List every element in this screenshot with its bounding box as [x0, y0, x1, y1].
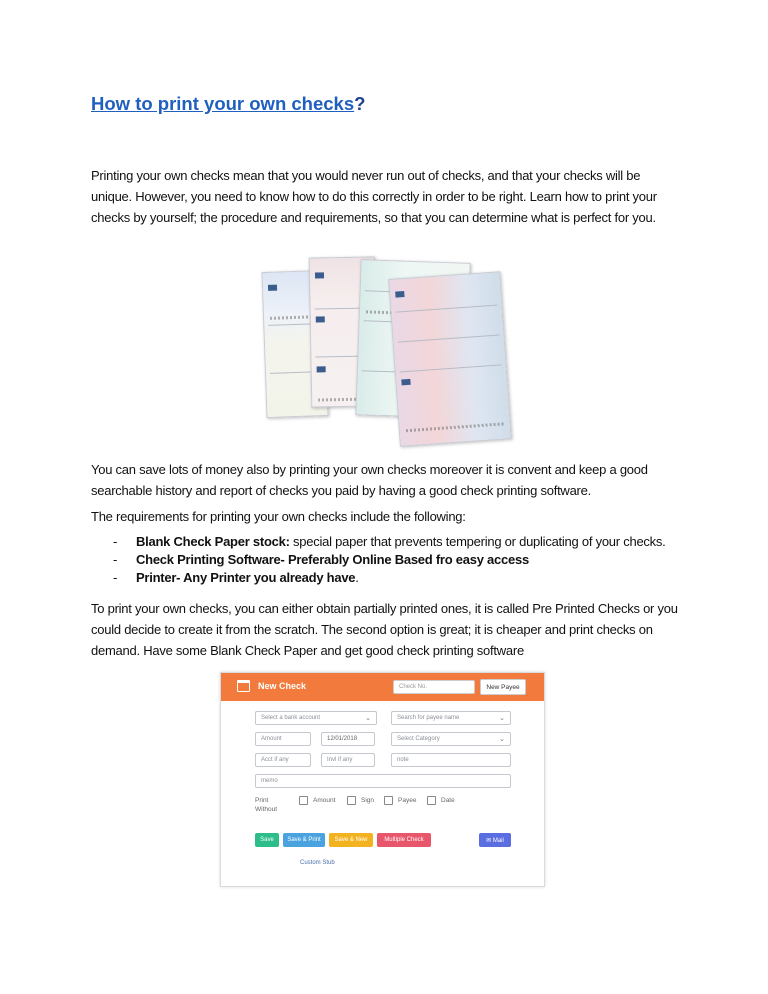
without-label: Without: [255, 806, 278, 813]
print-label: Print: [255, 797, 269, 804]
save-button[interactable]: Save: [255, 833, 279, 847]
acct-field[interactable]: Acct if any: [255, 753, 311, 767]
invoice-field[interactable]: Invl if any: [321, 753, 375, 767]
sign-option-label: Sign: [361, 797, 375, 804]
bank-account-select[interactable]: Select a bank account ⌄: [255, 711, 377, 725]
note-field[interactable]: note: [391, 753, 511, 767]
app-title: New Check: [258, 681, 307, 691]
check-software-screenshot: [220, 672, 545, 887]
savings-paragraph: You can save lots of money also by printing your own checks moreover it is convent and keep a good searchable history and report of checks you paid by having a good check printing software.: [91, 462, 648, 498]
new-payee-button[interactable]: New Payee: [480, 679, 526, 695]
chevron-down-icon: ⌄: [499, 736, 505, 743]
intro-paragraph: Printing your own checks mean that you would never run out of checks, and that your checks will be unique. However, you need to know how to do this correctly in order to be right. Learn how to print your checks by yourself; the procedure and requirements, so that you can determine what is perfect for you.: [91, 168, 657, 225]
payee-option-label: Payee: [398, 797, 417, 804]
list-item: - Blank Check Paper stock: special paper that prevents tempering or duplicating of your checks.: [113, 534, 666, 549]
blank-checks-image: [262, 253, 506, 443]
date-checkbox[interactable]: [427, 796, 436, 805]
chevron-down-icon: ⌄: [499, 715, 505, 722]
list-item: - Printer- Any Printer you already have.: [113, 570, 359, 585]
payee-search-select[interactable]: Search for payee name ⌄: [391, 711, 511, 725]
amount-field[interactable]: Amount: [255, 732, 311, 746]
custom-stub-link[interactable]: Custom Stub: [300, 860, 335, 866]
title-link[interactable]: How to print your own checks: [91, 93, 355, 114]
date-field[interactable]: 12/01/2018: [321, 732, 375, 746]
check-sheet: [388, 271, 511, 446]
mail-button[interactable]: ✉ Mail: [479, 833, 511, 847]
chevron-down-icon: ⌄: [365, 715, 371, 722]
mail-icon: ✉: [486, 837, 492, 844]
date-option-label: Date: [441, 797, 455, 804]
memo-field[interactable]: memo: [255, 774, 511, 788]
title-suffix: ?: [354, 93, 366, 114]
closing-paragraph: To print your own checks, you can either obtain partially printed ones, it is called Pre Printed Checks or you could decide to create it from the scratch. The second option is great; it is cheaper and print checks on demand. Have some Blank Check Paper and get good check printing software: [91, 601, 678, 658]
list-item: - Check Printing Software- Preferably Online Based fro easy access: [113, 552, 529, 567]
save-print-button[interactable]: Save & Print: [283, 833, 325, 847]
requirements-intro: The requirements for printing your own checks include the following:: [91, 509, 466, 524]
payee-checkbox[interactable]: [384, 796, 393, 805]
amount-option-label: Amount: [313, 797, 336, 804]
category-select[interactable]: Select Category ⌄: [391, 732, 511, 746]
save-new-button[interactable]: Save & New: [329, 833, 373, 847]
amount-checkbox[interactable]: [299, 796, 308, 805]
multiple-check-button[interactable]: Multiple Check: [377, 833, 431, 847]
sign-checkbox[interactable]: [347, 796, 356, 805]
requirements-list: [113, 533, 666, 587]
page-title: [91, 93, 365, 115]
calendar-icon: [237, 680, 250, 692]
app-header: [221, 673, 544, 701]
check-no-input[interactable]: Check No.: [393, 680, 475, 694]
